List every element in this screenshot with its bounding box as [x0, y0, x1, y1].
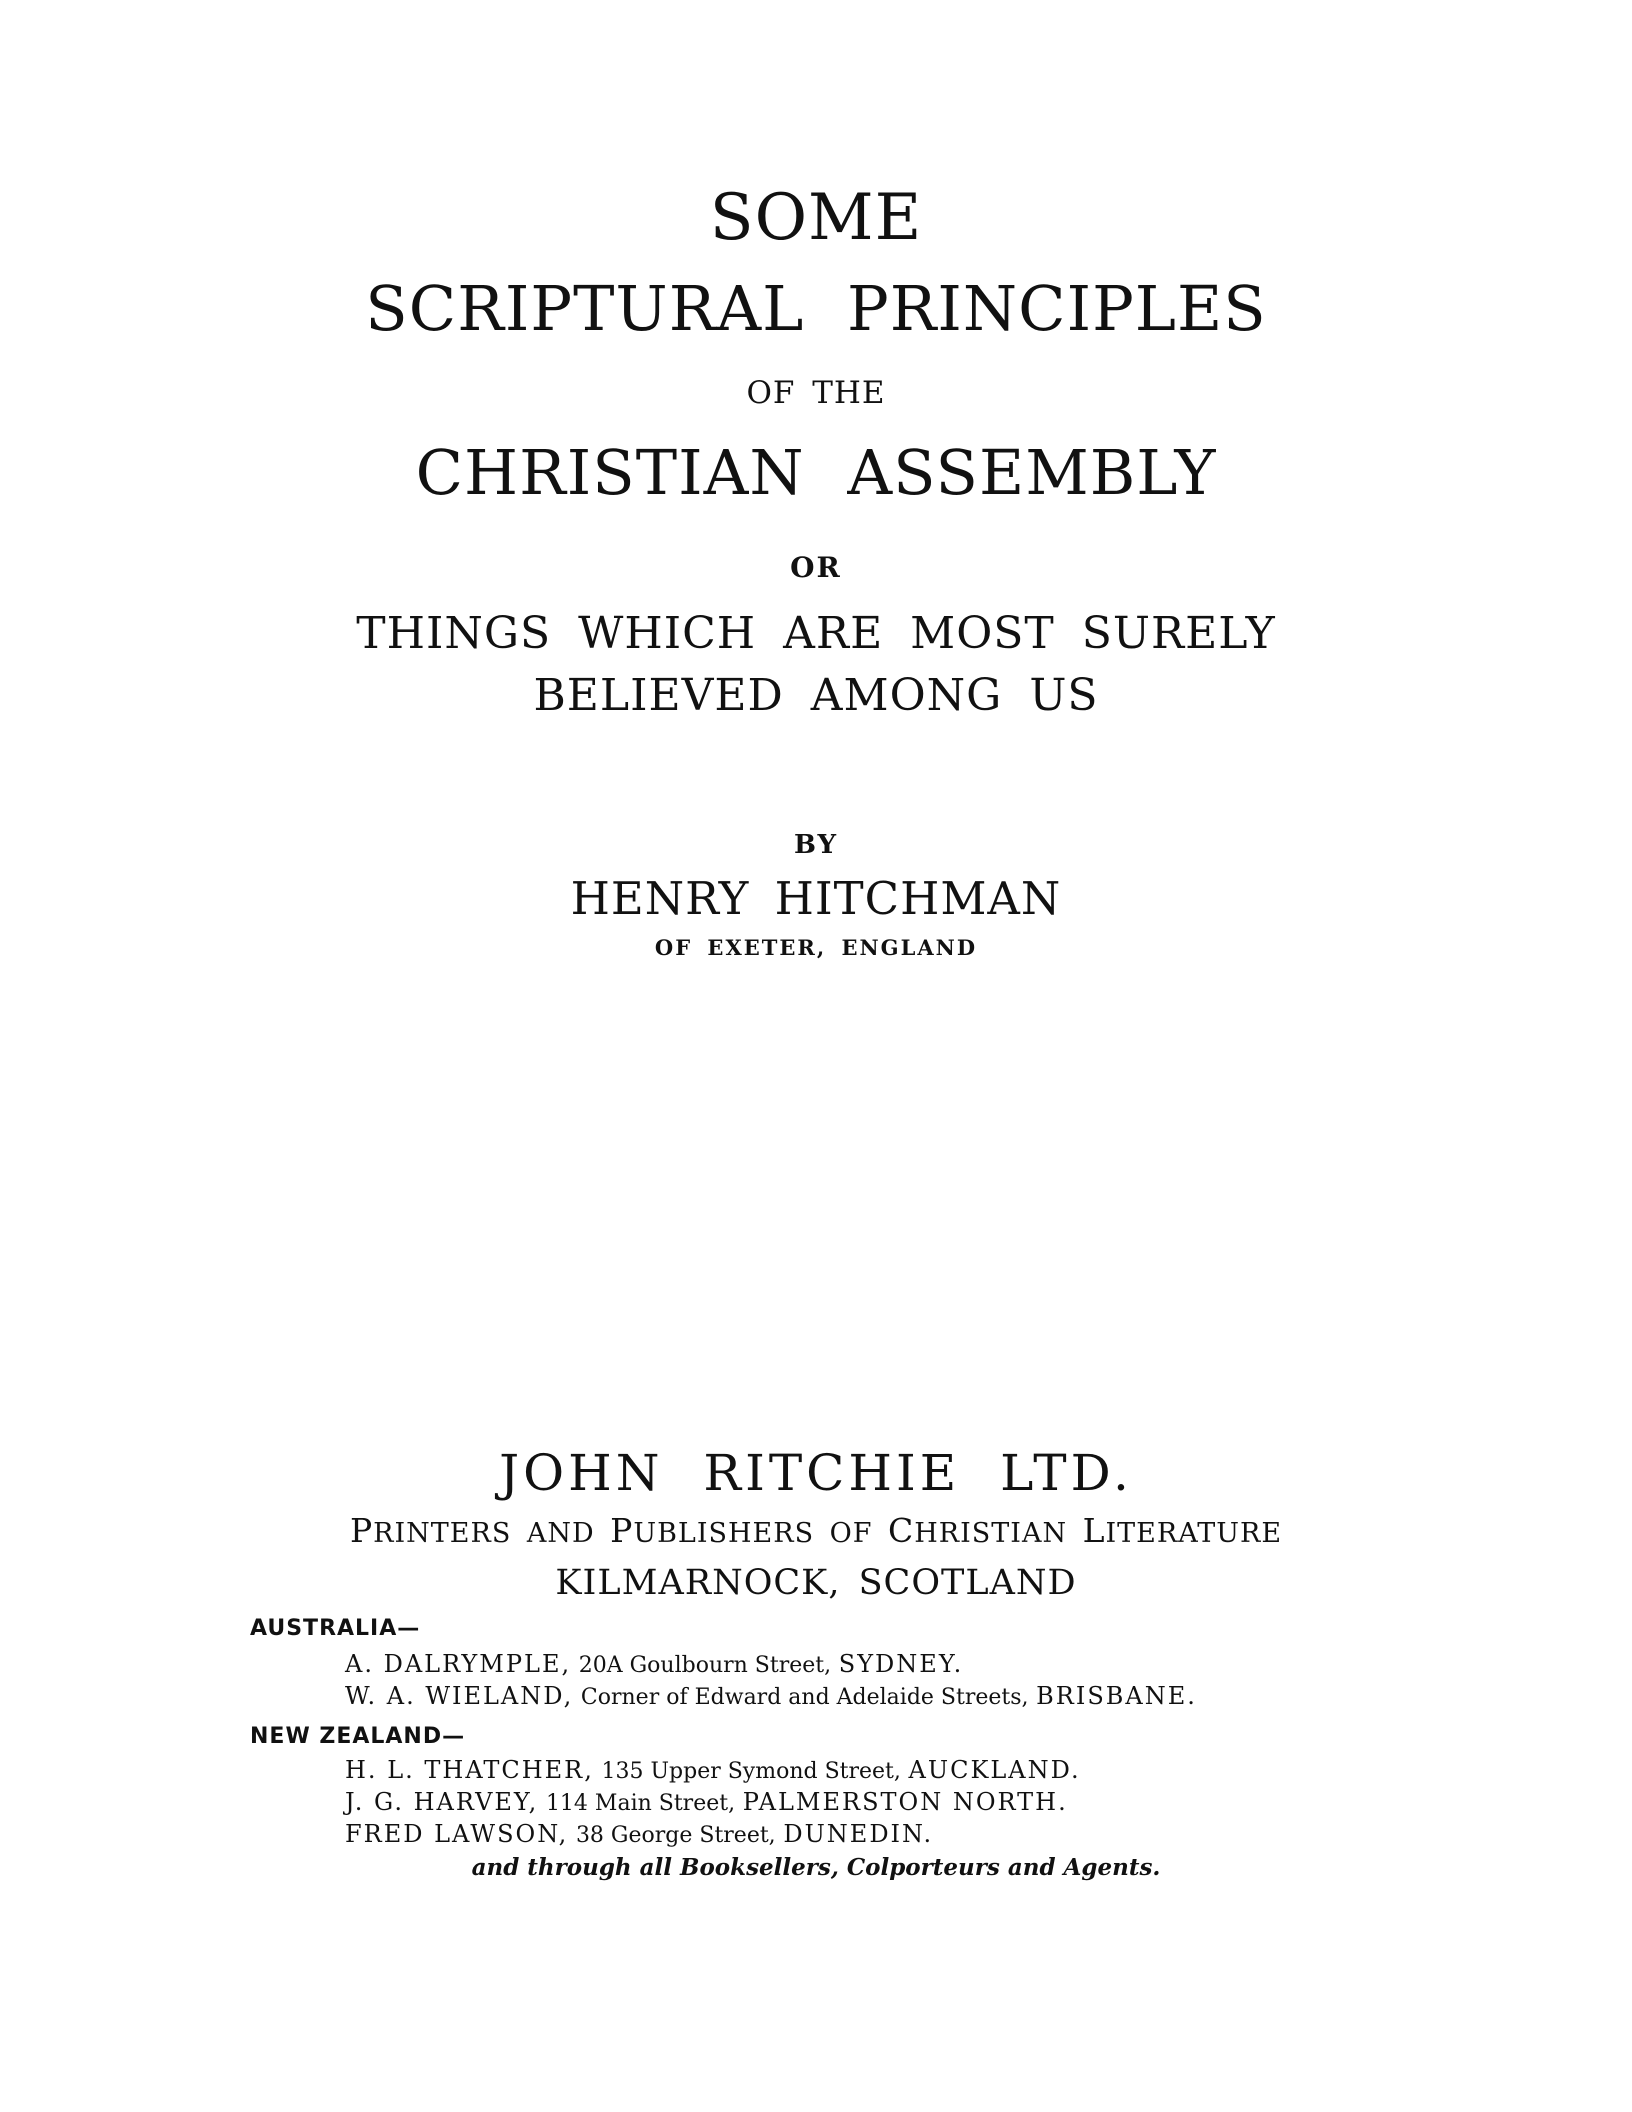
agent-name: FRED LAWSON,: [345, 1820, 569, 1848]
subtitle-line-1: THINGS WHICH ARE MOST SURELY: [356, 608, 1276, 659]
title-line-some: SOME: [709, 181, 923, 255]
publisher-description: [0, 1511, 1632, 1550]
pub-desc-word: AND: [526, 1518, 595, 1549]
agent-entry: [345, 1652, 963, 1677]
publisher-name: JOHN RITCHIE LTD.: [499, 1444, 1133, 1502]
agent-entry: [345, 1822, 933, 1847]
agent-entry: [345, 1684, 1197, 1709]
pub-desc-cap: L: [1082, 1511, 1106, 1550]
title-line-christian-assembly: CHRISTIAN ASSEMBLY: [415, 436, 1217, 509]
pub-desc-cap: P: [610, 1511, 634, 1550]
title-line-of-the: OF THE: [746, 375, 886, 411]
pub-desc-cap: C: [887, 1511, 915, 1550]
agent-city: SYDNEY.: [838, 1650, 964, 1678]
author-by: BY: [793, 830, 839, 860]
agent-address: 135 Upper Symond Street,: [601, 1759, 901, 1784]
agent-entry: [345, 1758, 1081, 1783]
pub-desc-rest: HRISTIAN: [914, 1518, 1068, 1549]
region-label-new-zealand: NEW ZEALAND—: [250, 1724, 466, 1749]
author-name: HENRY HITCHMAN: [570, 872, 1062, 925]
agent-address: Corner of Edward and Adelaide Streets,: [580, 1685, 1029, 1710]
agents-footer-note: and through all Booksellers, Colporteurs and Agents.: [471, 1854, 1161, 1881]
publisher-location: KILMARNOCK, SCOTLAND: [555, 1563, 1077, 1603]
agent-entry: [345, 1790, 1068, 1815]
pub-desc-rest: ITERATURE: [1105, 1518, 1283, 1549]
pub-desc-rest: RINTERS: [373, 1518, 512, 1549]
region-label-australia: AUSTRALIA—: [250, 1616, 421, 1641]
agent-city: DUNEDIN.: [783, 1820, 934, 1848]
agent-address: 38 George Street,: [575, 1823, 776, 1848]
agent-name: A. DALRYMPLE,: [345, 1650, 572, 1678]
subtitle-line-2: BELIEVED AMONG US: [533, 670, 1099, 721]
agent-name: J. G. HARVEY,: [345, 1788, 539, 1816]
title-line-scriptural-principles: SCRIPTURAL PRINCIPLES: [365, 272, 1267, 345]
agent-city: BRISBANE.: [1036, 1682, 1197, 1710]
agent-address: 20A Goulbourn Street,: [578, 1653, 832, 1678]
pub-desc-cap: P: [349, 1511, 374, 1550]
agent-name: W. A. WIELAND,: [345, 1682, 574, 1710]
agent-city: AUCKLAND.: [908, 1756, 1081, 1784]
agent-city: PALMERSTON NORTH.: [742, 1788, 1068, 1816]
agent-address: 114 Main Street,: [545, 1791, 736, 1816]
author-location: OF EXETER, ENGLAND: [654, 935, 978, 960]
pub-desc-rest: UBLISHERS: [633, 1518, 815, 1549]
pub-desc-word: OF: [829, 1518, 873, 1549]
agent-name: H. L. THATCHER,: [345, 1756, 594, 1784]
title-connector-or: OR: [790, 551, 842, 584]
